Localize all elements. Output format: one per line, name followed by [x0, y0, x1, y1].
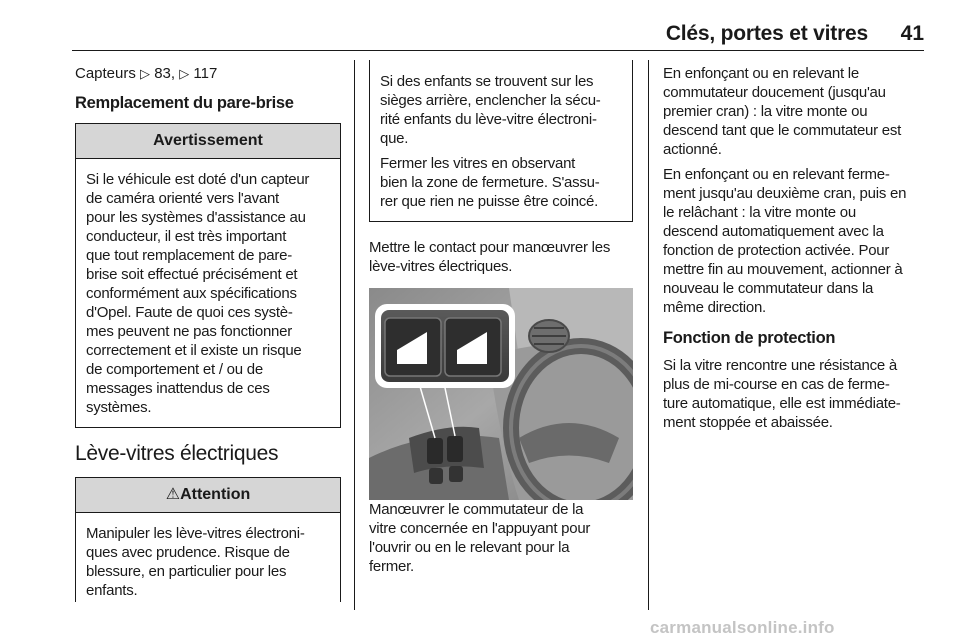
warning-triangle-icon: ⚠ [165, 486, 181, 503]
attention-box [75, 477, 341, 602]
cross-reference: Capteurs ▷ 83, ▷ 117 [75, 65, 218, 82]
page-reference-icon: ▷ [140, 66, 151, 81]
heading-protection-function: Fonction de protection [663, 329, 836, 347]
column-1 [75, 64, 341, 602]
heading-windshield: Remplacement du pare-brise [75, 94, 294, 112]
page-reference-icon: ▷ [179, 66, 190, 81]
attention-continued-body: Si des enfants se trouvent sur les sièges arrière, enclencher la sécu- rité enfants du lève-vitre électroni- que. Fermer les vitres en observant bien la zone de fermeture. S'assu- rer que rien ne puisse être coincé. [380, 73, 601, 210]
watermark: carmanualsonline.info [650, 618, 835, 637]
attention-title: ⚠Attention [76, 478, 340, 513]
column-2: Si des enfants se trouvent sur les sièges arrière, enclencher la sécu- rité enfants du lève-vitre électroni- que. Fermer les vitres en observant bien la zone de fermeture. S'assu- rer que rien ne puisse être coincé. Mettre le contact pour manœuvrer les lève-vitres électriques. Manœuvrer le commutateur de la vitre concernée en l'appuyant pour l'ouvrir ou en le relevant pour la fermer. [369, 60, 633, 576]
page-header-title: Clés, portes et vitres [665, 22, 868, 45]
attention-box-continued [369, 60, 633, 222]
warning-title: Avertissement [76, 124, 340, 159]
header-rule [72, 50, 924, 51]
warning-box [75, 123, 341, 428]
column-divider-1 [354, 60, 355, 610]
column-divider-2 [648, 60, 649, 610]
attention-body: Manipuler les lève-vitres électroni- ques avec prudence. Risque de blessure, en particulier pour les enfants. [86, 525, 305, 599]
car-interior-image [369, 288, 633, 500]
page-number: 41 [900, 22, 924, 45]
warning-body: Si le véhicule est doté d'un capteur de caméra orienté vers l'avant pour les systèmes d'assistance au conducteur, il est très important que tout remplacement de pare- brise soit effectué précisément et conformément aux spécifications d'Opel. Faute de quoi ces systè- mes peuvent ne pas fonctionner correctement et il existe un risque de comportement et / ou de messages inattendus de ces systèmes. [86, 171, 310, 416]
column-3: En enfonçant ou en relevant le commutateur doucement (jusqu'au premier cran) : la vitre monte ou descend tant que le commutateur est actionné. En enfonçant ou en relevant ferme- ment jusqu'au deuxième cran, puis en le relâchant : la vitre monte ou descend automatiquement avec la fonction de protection activée. Pour mettre fin au mouvement, actionner à nouveau le commutateur dans la même direction. Fonction de protection Si la vitre rencontre une résistance à plus de mi-course en cas de ferme- ture automatique, elle est immédiate- ment stoppée et abaissée. [663, 64, 927, 432]
section-title: Lève-vitres électriques [75, 442, 279, 465]
power-window-switch-illustration [369, 288, 633, 500]
